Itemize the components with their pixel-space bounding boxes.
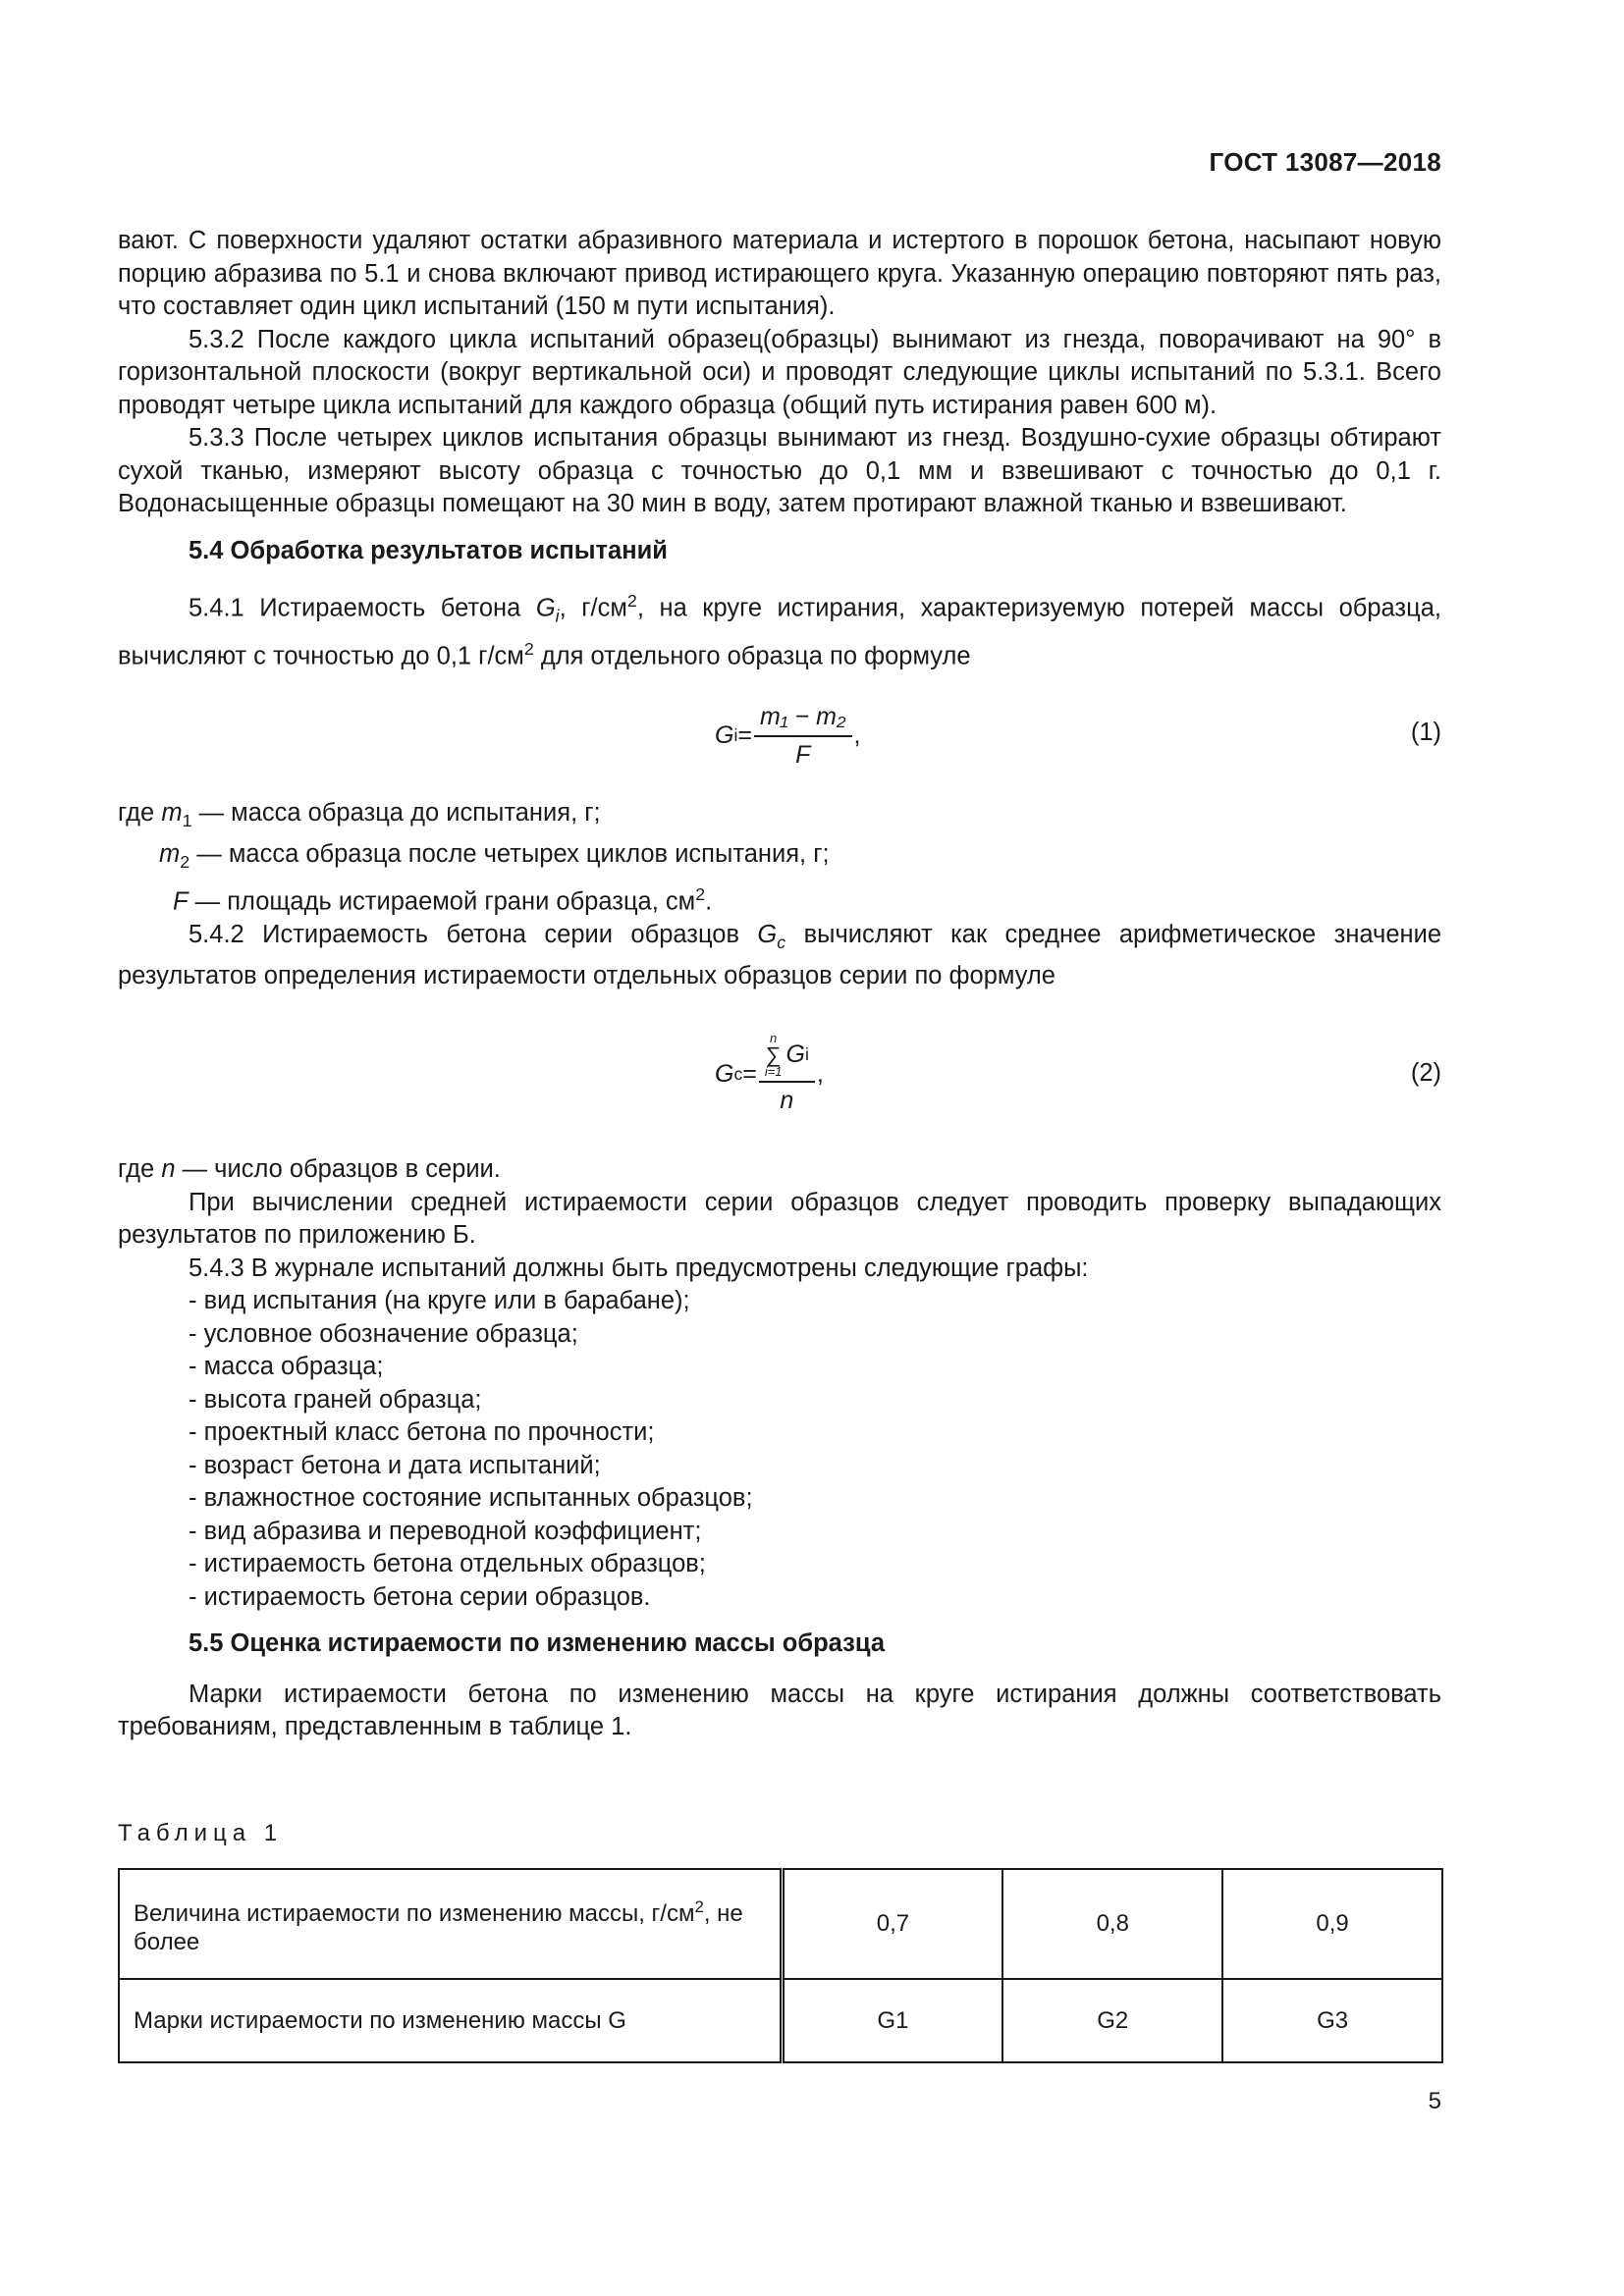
paragraph-5-3-3: 5.3.3 После четырех циклов испытания образцы вынимают из гнезд. Воздушно-сухие образцы обтирают сухой тканью, измеряют высоту образца с точностью до 0,1 мм и взвешивают с точностью до 0,1 г. Водонасыщенные образцы помещают на 30 мин в воду, затем протирают влажной тканью и взвешивают. [118,424,1441,517]
table-cell: G2 [1002,1979,1222,2062]
where-m2: $m_2$ — масса образца после четырех циклов испытания, г; [159,839,830,872]
list-item: - высота граней образца; [189,1385,482,1414]
where-m1: где $m_1$ — масса образца до испытания, г; [118,799,601,831]
formula-1-number: (1) [1410,719,1441,747]
formula-2-expression: G c = n ∑ i=1 G i n , [715,1016,824,1132]
paragraph-5-3-2: 5.3.2 После каждого цикла испытаний образец(образцы) вынимают из гнезда, поворачивают на 90° в горизонтальной плоскости (вокруг вертикальной оси) и проводят следующие циклы испытаний по 5.3.1. Всего проводят четыре цикла испытаний для каждого образца (общий путь истирания равен 600 м). [118,325,1441,419]
sum-operator: n ∑ i=1 [764,1030,783,1079]
paragraph-5-5: Марки истираемости бетона по изменению массы на круге истирания должны соответствовать требованиям, представленным в таблице 1. [118,1680,1441,1741]
table-cell: 0,9 [1222,1869,1442,1979]
list-item: - истираемость бетона отдельных образцов; [189,1550,706,1578]
formula-1 [118,687,1441,785]
paragraph-outlier-check: При вычислении средней истираемости серии образцов следует проводить проверку выпадающих результатов по приложению Б. [118,1188,1441,1250]
list-item: - масса образца; [189,1353,384,1381]
table-row-label: Величина истираемости по изменению массы, $г/см^2$, не более [119,1869,782,1979]
paragraph-continuation: вают. С поверхности удаляют остатки абразивного материала и истертого в порошок бетона, насыпают новую порцию абразива по 5.1 и снова включают привод истирающего круга. Указанную операцию повторяют пять раз, что составляет один цикл испытаний (150 м пути испытания). [118,227,1441,320]
table-cell: 0,8 [1002,1869,1222,1979]
list-item: - условное обозначение образца; [189,1319,578,1348]
where-F: F — площадь истираемой грани образца, $см^2$. [173,884,713,916]
list-item: - вид абразива и переводной коэффициент; [189,1517,702,1545]
list-item: - проектный класс бетона по прочности; [189,1418,655,1447]
paragraph-5-4-2: 5.4.2 Истираемость бетона серии образцов $G_c$ вычисляют как среднее арифметическое значение результатов определения истираемости отдельных образцов серии по формуле [118,921,1442,989]
table-cell: G1 [782,1979,1002,2062]
heading-5-4: 5.4 Обработка результатов испытаний [189,536,668,564]
list-item: - возраст бетона и дата испытаний; [189,1451,601,1479]
list-item: - вид испытания (на круге или в барабане); [189,1287,690,1315]
heading-5-5: 5.5 Оценка истираемости по изменению массы образца [189,1629,886,1658]
table-cell: 0,7 [782,1869,1002,1979]
document-body [118,225,1441,1744]
formula-2-number: (2) [1410,1059,1441,1088]
list-item: - влажностное состояние испытанных образцов; [189,1484,753,1513]
table-row [119,1869,1442,1979]
formula-1-expression: G i = $\frac{\text{m₁ − m₂}}{F}$ , [715,687,860,785]
formula-1-fraction: $\frac{\text{m₁ − m₂}}{F}$ [754,701,852,773]
table-row [119,1979,1442,2062]
paragraph-5-4-3: 5.4.3 В журнале испытаний должны быть предусмотрены следующие графы: [189,1254,1089,1282]
paragraph-5-4-1: 5.4.1 Истираемость бетона $G_i$, $г/см^2$, на круге истирания, характеризуемую потерей массы образца, вычисляют с точностью до 0,1 $г/см^2$ для отдельного образца по формуле [118,591,1441,670]
where-n: где n — число образцов в серии. [118,1155,501,1184]
table-cell: G3 [1222,1979,1442,2062]
document-code: ГОСТ 13087—2018 [1209,147,1441,177]
page-number: 5 [1428,2088,1441,2114]
formula-2 [118,1016,1441,1132]
list-item: - истираемость бетона серии образцов. [189,1582,651,1611]
formula-2-fraction: n ∑ i=1 G i n [759,1032,815,1118]
journal-columns-list [118,1285,1441,1614]
table-row-label: Марки истираемости по изменению массы G [119,1979,782,2062]
table-caption: Таблица 1 [118,1820,284,1846]
abrasion-grades-table [118,1868,1443,2063]
